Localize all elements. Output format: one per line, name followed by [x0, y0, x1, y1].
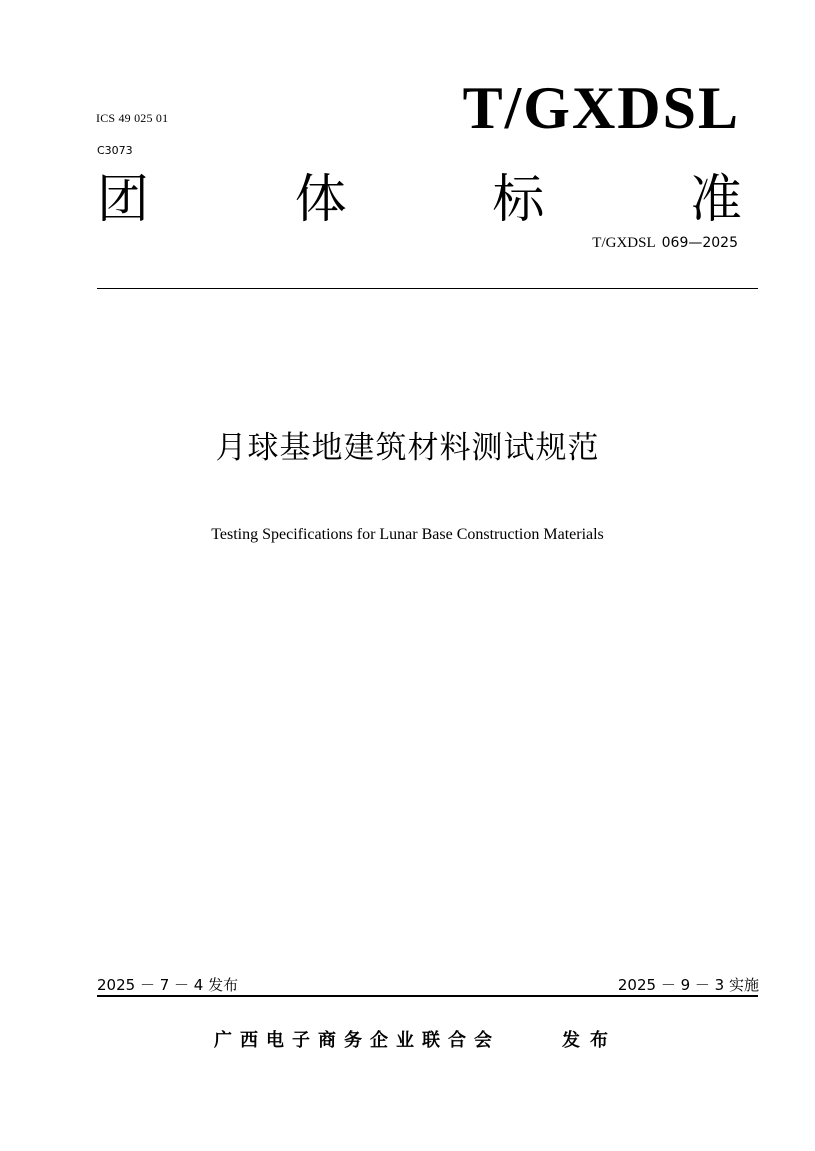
ics-code: ICS 49 025 01 — [96, 111, 169, 125]
standard-number — [480, 233, 738, 252]
standard-type-char: 团 — [97, 170, 150, 230]
title-chinese: 月球基地建筑材料测试规范 — [215, 430, 600, 466]
standard-type-char: 标 — [492, 170, 545, 230]
header-divider — [97, 288, 758, 289]
title-english: Testing Specifications for Lunar Base Construction Materials — [211, 526, 604, 543]
issue-date: 2025 － 7 － 4 发布 — [97, 976, 239, 994]
ccs-code: C3073 — [97, 144, 133, 157]
standard-type-char: 体 — [294, 170, 347, 230]
footer-divider — [97, 995, 758, 997]
standard-number-prefix: T/GXDSL — [592, 235, 656, 251]
implementation-date: 2025 － 9 － 3 实施 — [617, 976, 759, 994]
organization-code: T/GXDSL — [462, 75, 740, 141]
publish-label: 发布 — [562, 1030, 618, 1051]
standard-type-heading — [97, 168, 742, 232]
standard-type-char: 准 — [689, 170, 742, 230]
standard-number-suffix: 069—2025 — [661, 235, 738, 251]
publisher-name: 广西电子商务企业联合会 — [214, 1030, 500, 1051]
